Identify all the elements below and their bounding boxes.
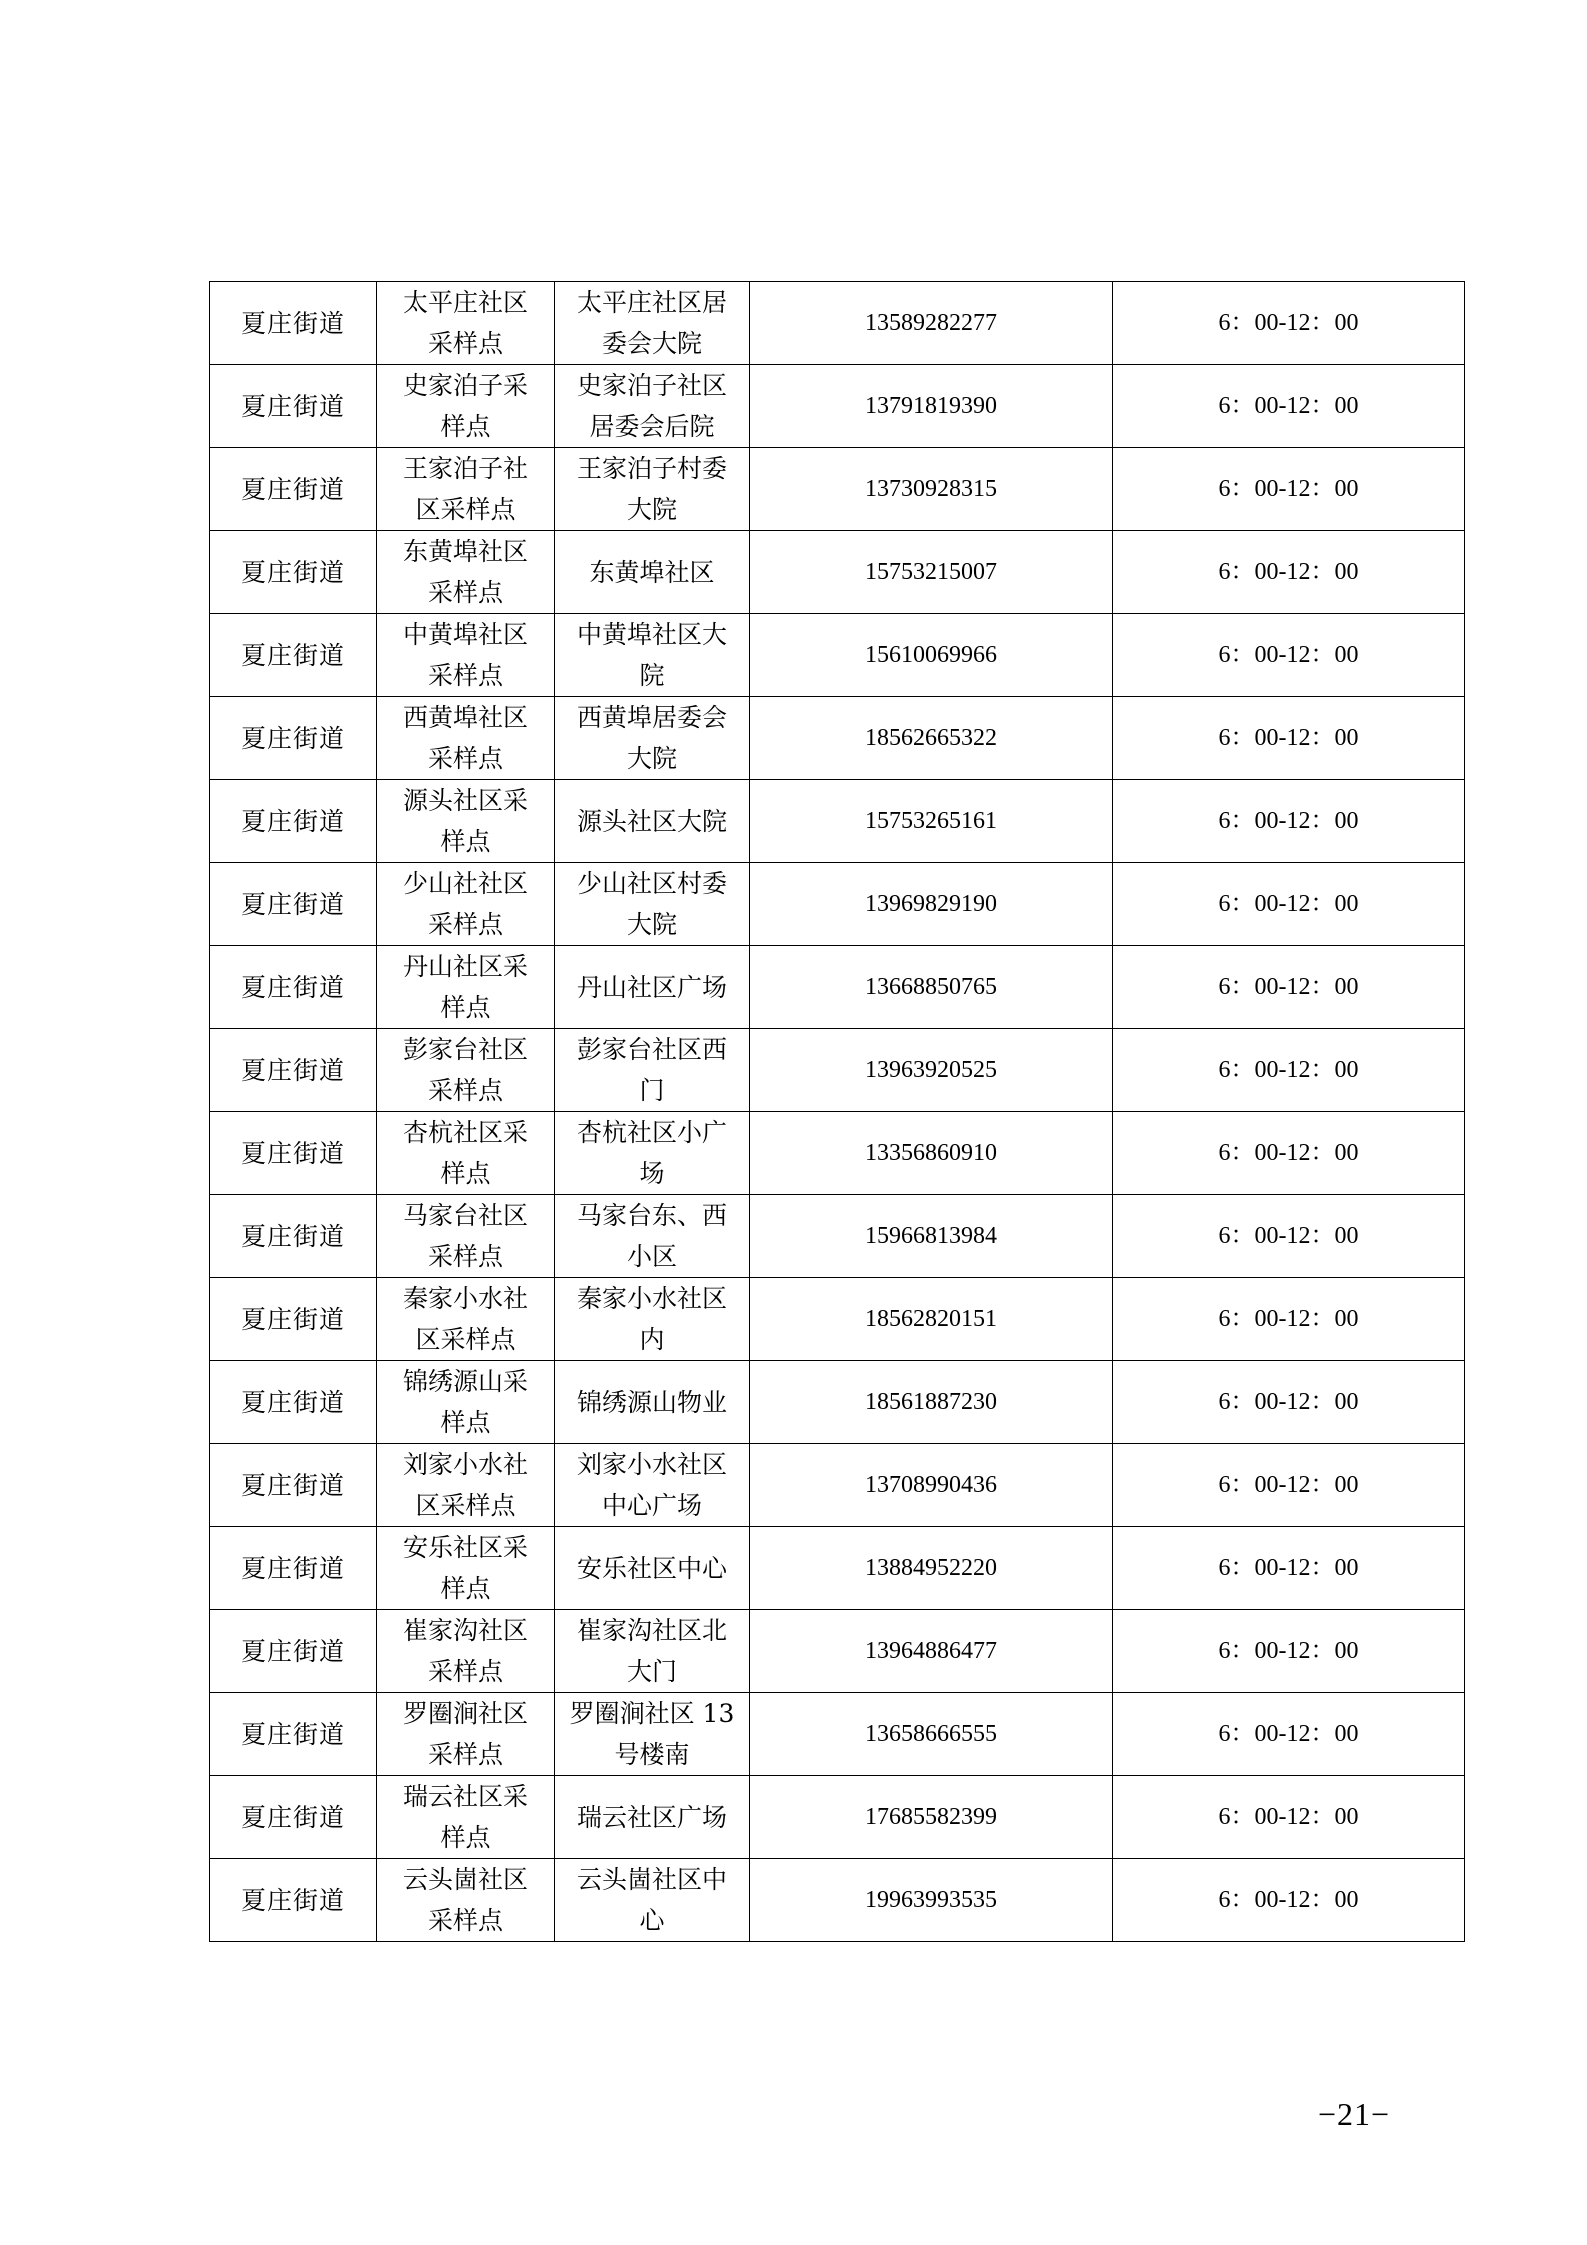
- street-cell: 夏庄街道: [210, 365, 377, 448]
- site-name-cell: 太平庄社区采样点: [377, 282, 555, 365]
- site-name-cell: 史家泊子采样点: [377, 365, 555, 448]
- site-name-cell: 崔家沟社区采样点: [377, 1610, 555, 1693]
- hours-cell: 6：00-12：00: [1113, 365, 1465, 448]
- phone-cell: 13589282277: [750, 282, 1113, 365]
- site-name-cell: 瑞云社区采样点: [377, 1776, 555, 1859]
- hours-cell: 6：00-12：00: [1113, 1776, 1465, 1859]
- location-cell: 马家台东、西小区: [555, 1195, 750, 1278]
- location-cell: 彭家台社区西门: [555, 1029, 750, 1112]
- table-row: [210, 1361, 1465, 1444]
- location-cell: 安乐社区中心: [555, 1527, 750, 1610]
- phone-cell: 15610069966: [750, 614, 1113, 697]
- location-cell: 源头社区大院: [555, 780, 750, 863]
- hours-cell: 6：00-12：00: [1113, 1610, 1465, 1693]
- table-row: [210, 365, 1465, 448]
- location-cell: 中黄埠社区大院: [555, 614, 750, 697]
- hours-cell: 6：00-12：00: [1113, 448, 1465, 531]
- table-row: [210, 1776, 1465, 1859]
- table-row: [210, 1610, 1465, 1693]
- table-row: [210, 863, 1465, 946]
- phone-cell: 13708990436: [750, 1444, 1113, 1527]
- sampling-sites-body: [210, 282, 1465, 1942]
- location-cell: 王家泊子村委大院: [555, 448, 750, 531]
- site-name-cell: 刘家小水社区采样点: [377, 1444, 555, 1527]
- phone-cell: 15753265161: [750, 780, 1113, 863]
- street-cell: 夏庄街道: [210, 282, 377, 365]
- hours-cell: 6：00-12：00: [1113, 1444, 1465, 1527]
- site-name-cell: 安乐社区采样点: [377, 1527, 555, 1610]
- phone-cell: 13730928315: [750, 448, 1113, 531]
- street-cell: 夏庄街道: [210, 1112, 377, 1195]
- street-cell: 夏庄街道: [210, 780, 377, 863]
- location-cell: 少山社区村委大院: [555, 863, 750, 946]
- site-name-cell: 王家泊子社区采样点: [377, 448, 555, 531]
- table-row: [210, 1444, 1465, 1527]
- phone-cell: 13668850765: [750, 946, 1113, 1029]
- location-cell: 云头崮社区中心: [555, 1859, 750, 1942]
- phone-cell: 18562665322: [750, 697, 1113, 780]
- phone-cell: 18561887230: [750, 1361, 1113, 1444]
- table-row: [210, 1859, 1465, 1942]
- phone-cell: 13884952220: [750, 1527, 1113, 1610]
- phone-cell: 13963920525: [750, 1029, 1113, 1112]
- hours-cell: 6：00-12：00: [1113, 1029, 1465, 1112]
- location-cell: 秦家小水社区内: [555, 1278, 750, 1361]
- street-cell: 夏庄街道: [210, 1859, 377, 1942]
- hours-cell: 6：00-12：00: [1113, 1859, 1465, 1942]
- sampling-sites-table: [209, 281, 1465, 1942]
- table-row: [210, 780, 1465, 863]
- site-name-cell: 源头社区采样点: [377, 780, 555, 863]
- street-cell: 夏庄街道: [210, 1610, 377, 1693]
- hours-cell: 6：00-12：00: [1113, 531, 1465, 614]
- street-cell: 夏庄街道: [210, 1527, 377, 1610]
- hours-cell: 6：00-12：00: [1113, 697, 1465, 780]
- phone-cell: 18562820151: [750, 1278, 1113, 1361]
- street-cell: 夏庄街道: [210, 1776, 377, 1859]
- table-row: [210, 614, 1465, 697]
- phone-cell: 13791819390: [750, 365, 1113, 448]
- table-row: [210, 1693, 1465, 1776]
- street-cell: 夏庄街道: [210, 1361, 377, 1444]
- hours-cell: 6：00-12：00: [1113, 282, 1465, 365]
- table-row: [210, 1112, 1465, 1195]
- table-row: [210, 531, 1465, 614]
- page-number: −21−: [1318, 2096, 1391, 2132]
- location-cell: 西黄埠居委会大院: [555, 697, 750, 780]
- site-name-cell: 丹山社区采样点: [377, 946, 555, 1029]
- hours-cell: 6：00-12：00: [1113, 1527, 1465, 1610]
- street-cell: 夏庄街道: [210, 448, 377, 531]
- street-cell: 夏庄街道: [210, 1029, 377, 1112]
- phone-cell: 13964886477: [750, 1610, 1113, 1693]
- location-cell: 东黄埠社区: [555, 531, 750, 614]
- table-row: [210, 1527, 1465, 1610]
- hours-cell: 6：00-12：00: [1113, 1693, 1465, 1776]
- hours-cell: 6：00-12：00: [1113, 1112, 1465, 1195]
- street-cell: 夏庄街道: [210, 614, 377, 697]
- site-name-cell: 马家台社区采样点: [377, 1195, 555, 1278]
- site-name-cell: 杏杭社区采样点: [377, 1112, 555, 1195]
- street-cell: 夏庄街道: [210, 863, 377, 946]
- street-cell: 夏庄街道: [210, 697, 377, 780]
- location-cell: 杏杭社区小广场: [555, 1112, 750, 1195]
- hours-cell: 6：00-12：00: [1113, 614, 1465, 697]
- table-row: [210, 448, 1465, 531]
- site-name-cell: 锦绣源山采样点: [377, 1361, 555, 1444]
- location-cell: 罗圈涧社区 13 号楼南: [555, 1693, 750, 1776]
- hours-cell: 6：00-12：00: [1113, 1278, 1465, 1361]
- table-row: [210, 1278, 1465, 1361]
- hours-cell: 6：00-12：00: [1113, 1195, 1465, 1278]
- site-name-cell: 罗圈涧社区采样点: [377, 1693, 555, 1776]
- table-row: [210, 282, 1465, 365]
- site-name-cell: 少山社社区采样点: [377, 863, 555, 946]
- phone-cell: 13356860910: [750, 1112, 1113, 1195]
- street-cell: 夏庄街道: [210, 1444, 377, 1527]
- location-cell: 瑞云社区广场: [555, 1776, 750, 1859]
- location-cell: 太平庄社区居委会大院: [555, 282, 750, 365]
- site-name-cell: 彭家台社区采样点: [377, 1029, 555, 1112]
- site-name-cell: 中黄埠社区采样点: [377, 614, 555, 697]
- table-row: [210, 697, 1465, 780]
- site-name-cell: 秦家小水社区采样点: [377, 1278, 555, 1361]
- table-row: [210, 946, 1465, 1029]
- street-cell: 夏庄街道: [210, 1278, 377, 1361]
- street-cell: 夏庄街道: [210, 1195, 377, 1278]
- hours-cell: 6：00-12：00: [1113, 946, 1465, 1029]
- street-cell: 夏庄街道: [210, 946, 377, 1029]
- phone-cell: 13658666555: [750, 1693, 1113, 1776]
- phone-cell: 17685582399: [750, 1776, 1113, 1859]
- site-name-cell: 云头崮社区采样点: [377, 1859, 555, 1942]
- hours-cell: 6：00-12：00: [1113, 863, 1465, 946]
- site-name-cell: 西黄埠社区采样点: [377, 697, 555, 780]
- phone-cell: 15966813984: [750, 1195, 1113, 1278]
- location-cell: 史家泊子社区居委会后院: [555, 365, 750, 448]
- hours-cell: 6：00-12：00: [1113, 780, 1465, 863]
- site-name-cell: 东黄埠社区采样点: [377, 531, 555, 614]
- location-cell: 锦绣源山物业: [555, 1361, 750, 1444]
- phone-cell: 13969829190: [750, 863, 1113, 946]
- table-row: [210, 1029, 1465, 1112]
- location-cell: 丹山社区广场: [555, 946, 750, 1029]
- street-cell: 夏庄街道: [210, 1693, 377, 1776]
- phone-cell: 19963993535: [750, 1859, 1113, 1942]
- street-cell: 夏庄街道: [210, 531, 377, 614]
- location-cell: 崔家沟社区北大门: [555, 1610, 750, 1693]
- phone-cell: 15753215007: [750, 531, 1113, 614]
- table-row: [210, 1195, 1465, 1278]
- location-cell: 刘家小水社区中心广场: [555, 1444, 750, 1527]
- hours-cell: 6：00-12：00: [1113, 1361, 1465, 1444]
